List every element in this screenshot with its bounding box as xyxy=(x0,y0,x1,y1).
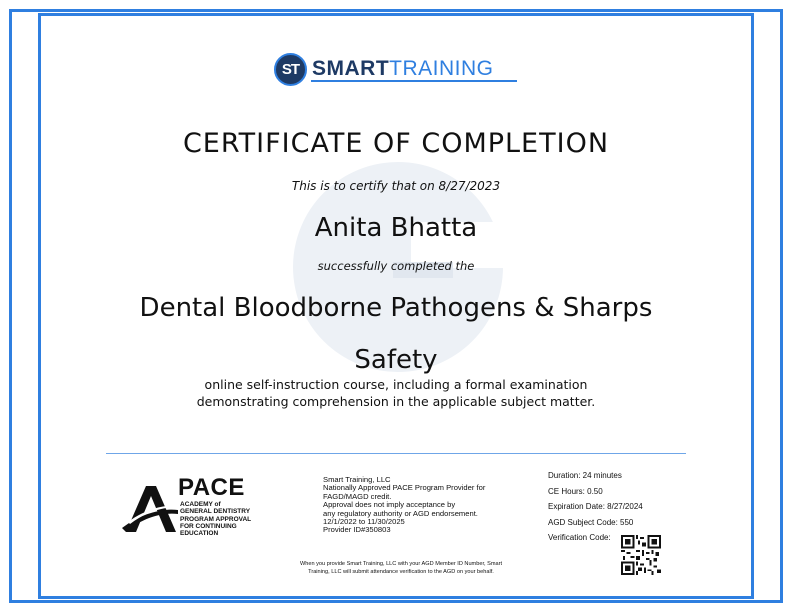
provider-line: Approval does not imply acceptance by xyxy=(323,500,456,510)
pace-word: PACE xyxy=(178,474,245,501)
logo-word-training: TRAINING xyxy=(389,57,494,80)
corner-ornament xyxy=(9,571,41,603)
logo-underline xyxy=(311,80,517,82)
description-line: online self-instruction course, including a formal examination xyxy=(204,377,588,392)
description-line: demonstrating comprehension in the applicable subject matter. xyxy=(196,394,596,409)
pace-a-icon xyxy=(122,484,178,534)
verification-qr-code-icon[interactable] xyxy=(621,535,661,575)
duration: Duration: 24 minutes xyxy=(548,471,622,480)
provider-line: 12/1/2022 to 11/30/2025 xyxy=(323,517,405,527)
course-description xyxy=(0,376,792,410)
logo-mark-icon: ST xyxy=(274,53,307,86)
course-title-line: Safety xyxy=(354,345,438,375)
provider-line: any regulatory authority or AGD endorsement. xyxy=(323,508,478,518)
ce-hours: CE Hours: 0.50 xyxy=(548,486,603,496)
course-title xyxy=(0,282,792,386)
footer-note xyxy=(262,560,540,576)
certify-line: This is to certify that on 8/27/2023 xyxy=(291,179,501,193)
corner-ornament xyxy=(751,9,783,41)
verification-label: Verification Code: xyxy=(548,533,611,542)
pace-line: PROGRAM APPROVAL xyxy=(180,516,252,523)
provider-info xyxy=(323,476,523,535)
divider xyxy=(106,453,686,454)
completed-line: successfully completed the xyxy=(317,259,475,273)
pace-logo xyxy=(122,476,272,538)
corner-ornament xyxy=(751,571,783,603)
provider-line: Smart Training, LLC xyxy=(323,475,391,484)
pace-line: EDUCATION xyxy=(180,530,219,537)
footer-line: Training, LLC will submit attendance verification to the AGD on your behalf. xyxy=(308,569,494,575)
pace-line: FOR CONTINUING xyxy=(180,523,237,530)
pace-line: GENERAL DENTISTRY xyxy=(180,508,251,515)
recipient-name: Anita Bhatta xyxy=(314,213,478,243)
provider-line: Nationally Approved PACE Program Provider for xyxy=(323,483,486,493)
provider-line: Provider ID#350803 xyxy=(323,525,391,535)
logo-word-smart: SMART xyxy=(312,57,390,80)
course-title-line: Dental Bloodborne Pathogens & Sharps xyxy=(139,293,653,323)
expiration-date: Expiration Date: 8/27/2024 xyxy=(548,502,643,511)
pace-line: ACADEMY of xyxy=(180,501,221,508)
certificate-title: CERTIFICATE OF COMPLETION xyxy=(182,128,610,159)
provider-line: FAGD/MAGD credit. xyxy=(323,491,392,501)
corner-ornament xyxy=(9,9,41,41)
footer-line: When you provide Smart Training, LLC with your AGD Member ID Number, Smart xyxy=(299,561,503,567)
agd-subject-code: AGD Subject Code: 550 xyxy=(548,517,634,527)
